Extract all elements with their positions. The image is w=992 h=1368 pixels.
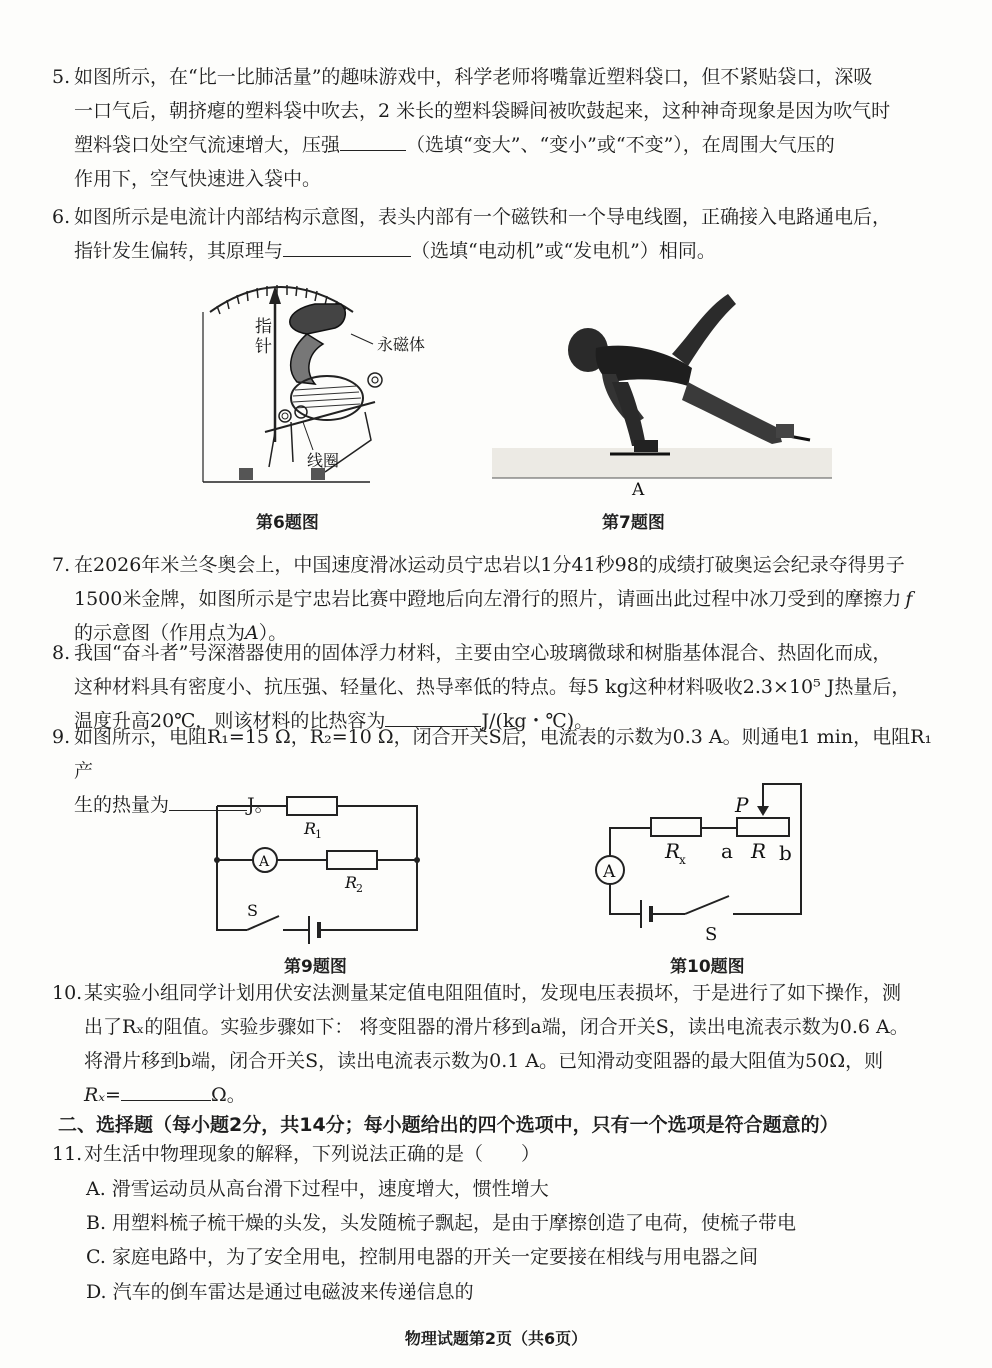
question-text: 作用下，空气快速进入袋中。 xyxy=(74,168,322,190)
question-text: 将滑片移到b端，闭合开关S，读出电流表示数为0.1 A。已知滑动变阻器的最大阻值为50Ω，则 xyxy=(84,1050,884,1072)
question-text: 指针发生偏转，其原理与 xyxy=(74,240,284,262)
page-footer: 物理试题第2页（共6页） xyxy=(404,1329,588,1348)
pointer-label: 指 xyxy=(255,317,272,337)
question-number: 8. xyxy=(52,642,71,664)
question-10 xyxy=(52,976,942,1112)
r1-label: R xyxy=(304,819,317,838)
question-text xyxy=(74,234,942,268)
question-number: 7. xyxy=(52,554,71,576)
resistor-rx xyxy=(651,818,701,836)
switch-s xyxy=(685,896,729,914)
question-number: 11. xyxy=(52,1143,83,1165)
question-text: 如图所示，电阻R₁=15 Ω，R₂=10 Ω，闭合开关S后，电流表的示数为0.3 A。则通电1 min，电阻R₁产 xyxy=(74,726,932,782)
option-b: B. 用塑料梳子梳干燥的头发，头发随梳子飘起，是由于摩擦创造了电荷，使梳子带电 xyxy=(86,1212,797,1234)
figure-caption: 第10题图 xyxy=(670,957,745,977)
coil-label: 线圈 xyxy=(307,451,340,470)
magnet-shape xyxy=(290,304,345,334)
galvanometer-diagram xyxy=(195,272,426,494)
r1-subscript: 1 xyxy=(315,828,322,841)
answer-blank xyxy=(121,1078,211,1101)
question-text: 我国“奋斗者”号深潜器使用的固体浮力材料，主要由空心玻璃微球和树脂基体混合、热固化而成， xyxy=(74,642,892,664)
option-d: D. 汽车的倒车雷达是通过电磁波来传递信息的 xyxy=(86,1281,474,1303)
skater-photo xyxy=(492,282,832,504)
question-text: 的示意图（作用点为 xyxy=(74,622,246,644)
question-text xyxy=(74,582,942,616)
variable-f: f xyxy=(905,588,913,610)
terminal-a-label: a xyxy=(721,839,733,863)
question-text: 出了Rₓ的阻值。实验步骤如下： 将变阻器的滑片移到a端，闭合开关S，读出电流表示数为0.6 A。 xyxy=(84,1016,909,1038)
switch-label: S xyxy=(705,924,718,945)
question-text: J/(kg・℃)。 xyxy=(481,710,594,732)
question-text: （选填“变大”、“变小”或“不变”），在周围大气压的 xyxy=(406,134,835,156)
figure-caption: 第9题图 xyxy=(284,957,347,977)
question-number: 6. xyxy=(52,206,71,228)
question-text: 生的热量为 xyxy=(74,794,170,816)
question-text: Ω。 xyxy=(210,1084,246,1106)
resistor-r1 xyxy=(287,797,337,815)
magnet-label: 永磁体 xyxy=(377,335,426,354)
r2-label: R xyxy=(345,873,358,892)
question-text: ）。 xyxy=(258,622,288,644)
question-text: 如图所示，在“比一比肺活量”的趣味游戏中，科学老师将嘴靠近塑料袋口，但不紧贴袋口，深吸 xyxy=(74,66,873,88)
question-number: 5. xyxy=(52,66,71,88)
switch-label: S xyxy=(247,901,258,920)
question-text xyxy=(74,128,942,162)
question-text: J。 xyxy=(247,794,274,816)
variable-a: A xyxy=(245,622,259,644)
question-text: 如图所示是电流计内部结构示意图，表头内部有一个磁铁和一个导电线圈，正确接入电路通电后， xyxy=(74,206,892,228)
answer-blank xyxy=(283,234,411,257)
answer-blank xyxy=(340,128,406,151)
rx-subscript: x xyxy=(679,853,686,867)
question-number: 9. xyxy=(52,726,71,748)
question-7 xyxy=(52,548,942,650)
question-text: 温度升高20℃，则该材料的比热容为 xyxy=(74,710,386,732)
resistor-r2 xyxy=(327,851,377,869)
question-text xyxy=(84,1078,942,1112)
question-number: 10. xyxy=(52,982,83,1004)
question-text: （选填“电动机”或“发电机”）相同。 xyxy=(411,240,716,262)
point-a-label: A xyxy=(632,480,645,500)
rheostat-label: R xyxy=(751,839,767,863)
option-a: A. 滑雪运动员从高台滑下过程中，速度增大，惯性增大 xyxy=(86,1178,549,1200)
r2-subscript: 2 xyxy=(356,882,363,895)
question-5 xyxy=(52,60,942,196)
pointer-label: 针 xyxy=(255,337,272,357)
rx-label: R xyxy=(665,839,681,863)
question-text: 对生活中物理现象的解释，下列说法正确的是（ ） xyxy=(84,1143,541,1165)
question-11 xyxy=(52,1137,942,1171)
rheostat-r xyxy=(737,818,789,836)
circuit-diagram-10 xyxy=(585,780,810,944)
figure-caption: 第7题图 xyxy=(602,513,665,533)
question-6 xyxy=(52,200,942,268)
question-text: 1500米金牌，如图所示是宁忠岩比赛中蹬地后向左滑行的照片，请画出此过程中冰刀受到的摩擦力 xyxy=(74,588,902,610)
question-text: 在2026年米兰冬奥会上，中国速度滑冰运动员宁忠岩以1分41秒98的成绩打破奥运会纪录夺得男子 xyxy=(74,554,905,576)
slider-p-label: P xyxy=(735,793,749,817)
figure-caption: 第6题图 xyxy=(256,513,319,533)
circuit-diagram-9 xyxy=(205,792,430,944)
question-text: 某实验小组同学计划用伏安法测量某定值电阻阻值时，发现电压表损坏，于是进行了如下操作，测 xyxy=(84,982,902,1004)
question-text: 这种材料具有密度小、抗压强、轻量化、热导率低的特点。每5 kg这种材料吸收2.3×10⁵ J热量后， xyxy=(74,676,911,698)
question-text: 塑料袋口处空气流速增大，压强 xyxy=(74,134,341,156)
question-text: 一口气后，朝挤瘪的塑料袋中吹去，2 米长的塑料袋瞬间被吹鼓起来，这种神奇现象是因为吹气时 xyxy=(74,100,891,122)
terminal-b-label: b xyxy=(779,841,792,865)
section-heading: 二、选择题（每小题2分，共14分；每小题给出的四个选项中，只有一个选项是符合题意的） xyxy=(58,1114,839,1136)
ammeter-label: A xyxy=(603,862,616,882)
option-c: C. 家庭电路中，为了安全用电，控制用电器的开关一定要接在相线与用电器之间 xyxy=(86,1246,758,1268)
ammeter-label: A xyxy=(259,854,270,870)
question-text: Rₓ= xyxy=(84,1084,121,1106)
